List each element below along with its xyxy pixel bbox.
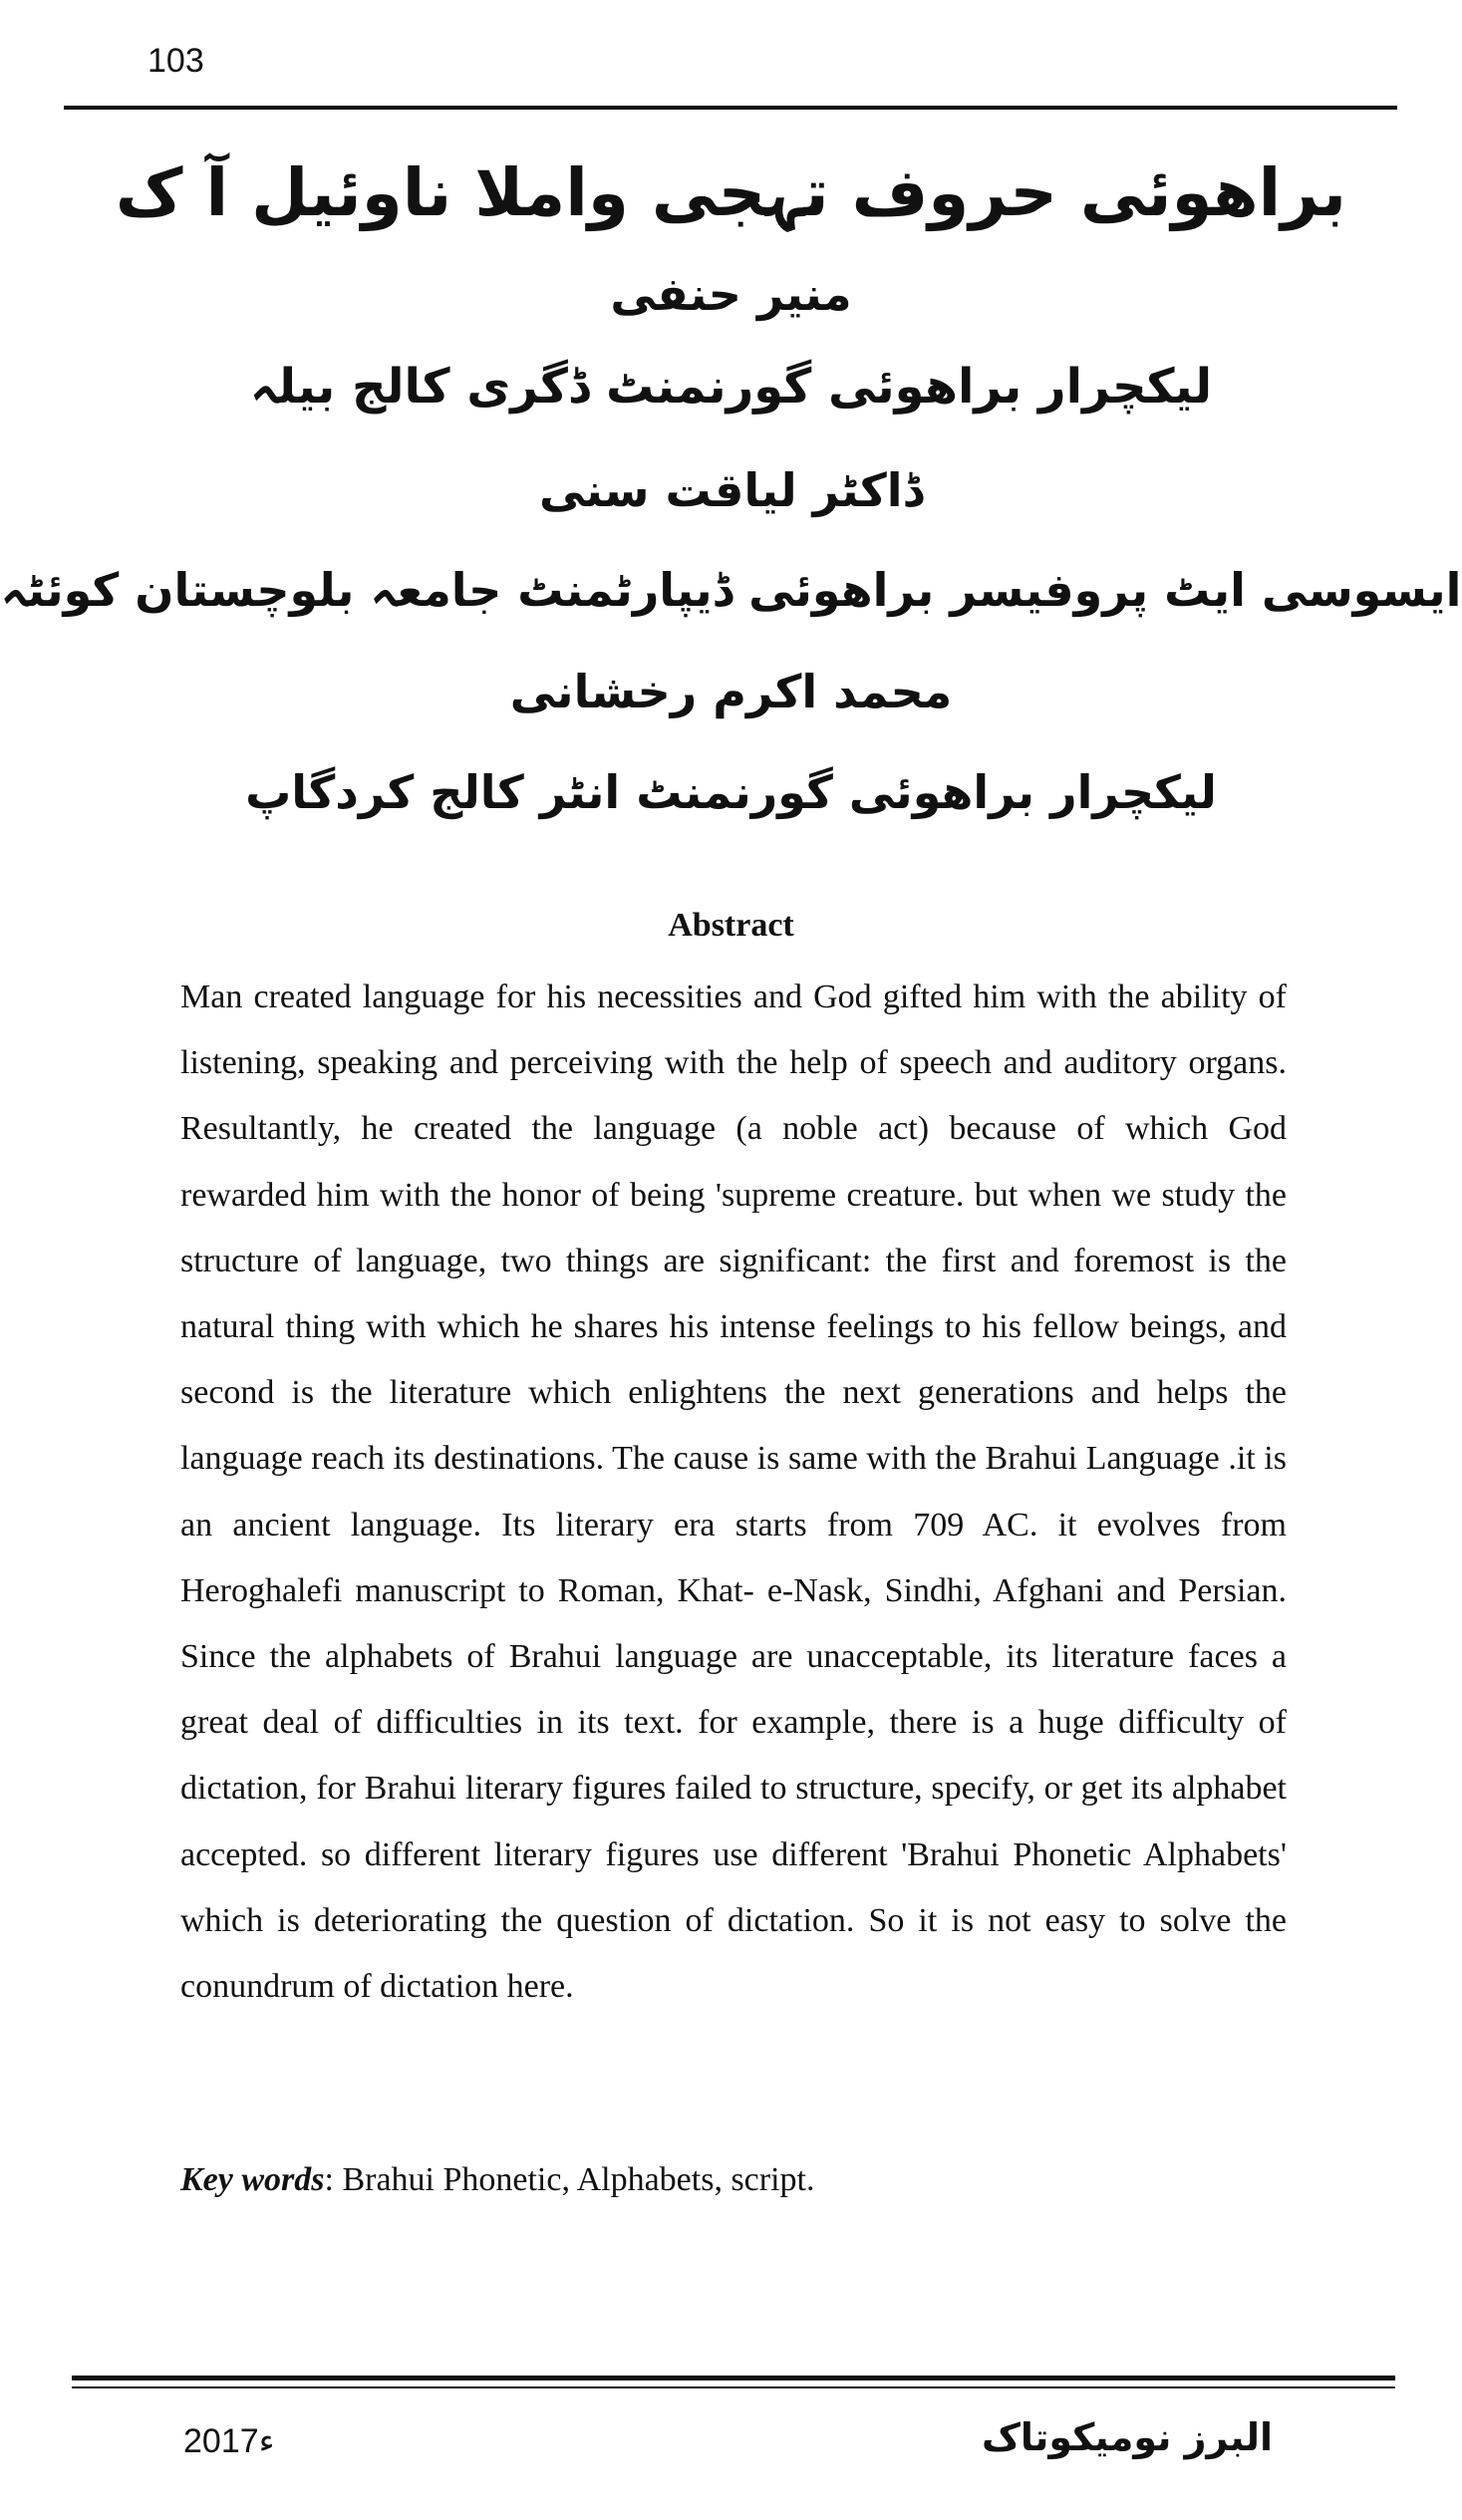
abstract-body: Man created language for his necessities and God gifted him with the ability of listening, speaking and perceiving with the help of speech and auditory organs. Resultantly, he created the language (a noble act) because of which God rewarded him with the honor of being 'supreme creature. but when we study the structure of language, two things are significant: the first and foremost is the natural thing with which he shares his intense feelings to his fellow beings, and second is the literature which enlightens the next generations and helps the language reach its destinations. The cause is same with the Brahui Language .it is an ancient language. Its literary era starts from 709 AC. it evolves from Heroghalefi manuscript to Roman, Khat- e-Nask, Sindhi, Afghani and Persian. Since the alphabets of Brahui language are unacceptable, its literature faces a great deal of difficulties in its text. for example, there is a huge difficulty of dictation, for Brahui literary figures failed to structure, specify, or get its alphabet accepted. so different literary figures use different 'Brahui Phonetic Alphabets' which is deteriorating the question of dictation. So it is not easy to solve the conundrum of dictation here. xyxy=(180,979,1287,2006)
footer-year: 2017ء xyxy=(183,2422,275,2460)
abstract-heading: Abstract xyxy=(668,907,794,944)
footer-rule-thin xyxy=(72,2386,1395,2388)
keywords xyxy=(180,2147,1287,2213)
author-2-affiliation: ایسوسی ایٹ پروفیسر براھوئی ڈیپارٹمنٹ جامعہ بلوچستان کوئٹہ xyxy=(0,563,1462,617)
keywords-text: : Brahui Phonetic, Alphabets, script. xyxy=(324,2161,815,2198)
author-3-affiliation: لیکچرار براھوئی گورنمنٹ انٹر کالج کردگاپ xyxy=(245,765,1217,819)
author-1-affiliation: لیکچرار براھوئی گورنمنٹ ڈگری کالج بیلہ xyxy=(249,359,1213,415)
page-number: 103 xyxy=(147,42,204,80)
footer-journal-name: البرز نومیکوتاک xyxy=(981,2415,1273,2459)
header-rule xyxy=(64,106,1397,110)
author-1-name: منیر حنفی xyxy=(610,267,852,321)
keywords-label: Key words xyxy=(180,2161,325,2198)
author-3-name: محمد اکرم رخشانی xyxy=(509,665,953,718)
article-title: براھوئی حروف تہجی واملا ناوئیل آ ک xyxy=(115,154,1347,231)
footer-rule-thick xyxy=(72,2376,1395,2380)
author-2-name: ڈاکٹر لیاقت سنی xyxy=(538,463,924,517)
